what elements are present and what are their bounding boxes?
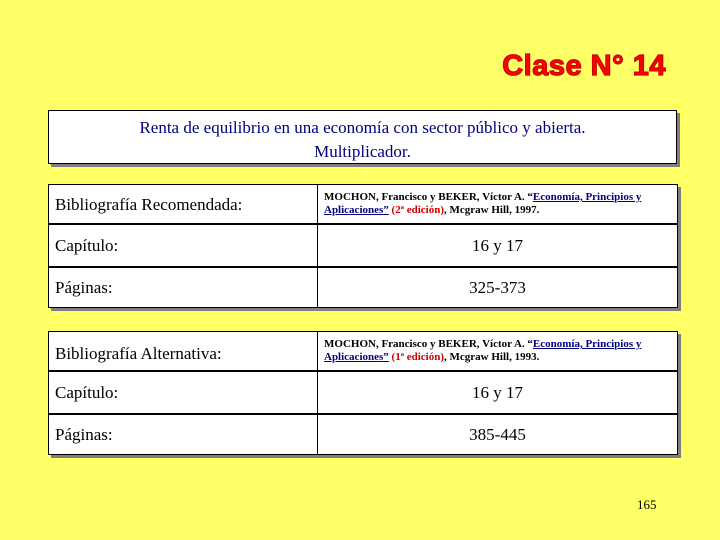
recommended-reference-row: [48, 184, 678, 224]
recommended-ref-authors: MOCHON, Francisco y BEKER, Víctor A. “: [324, 191, 533, 203]
alternative-reference-cell: [317, 332, 677, 370]
recommended-ref-edition: (2ª edición): [391, 204, 445, 216]
alternative-ref-title: Economía, Principios y Aplicaciones”: [324, 338, 642, 363]
alternative-pages-row: [48, 414, 678, 455]
alternative-label: Bibliografía Alternativa:: [55, 344, 222, 363]
slide-title: Clase N° 14: [502, 50, 666, 82]
recommended-chapter-cell: [317, 225, 677, 266]
recommended-chapter-label: Capítulo:: [55, 236, 119, 255]
alternative-chapter-row: [48, 371, 678, 414]
recommended-ref-tail: , Mcgraw Hill, 1997.: [444, 204, 540, 216]
alternative-chapter-label: Capítulo:: [55, 383, 119, 402]
alternative-pages-cell: [317, 415, 677, 454]
recommended-reference-cell: [317, 185, 677, 223]
recommended-label: Bibliografía Recomendada:: [55, 195, 243, 214]
recommended-pages-cell: [317, 268, 677, 307]
alternative-reference: [324, 338, 671, 364]
alternative-pages-value: 385-445: [469, 425, 526, 444]
recommended-chapter-value: 16 y 17: [472, 236, 523, 255]
page-number: 165: [637, 497, 657, 512]
recommended-ref-title: Economía, Principios y Aplicaciones”: [324, 191, 642, 216]
subject-line-2: Multiplicador.: [314, 142, 411, 161]
alternative-ref-tail: , Mcgraw Hill, 1993.: [444, 351, 540, 363]
alternative-chapter-cell: [317, 372, 677, 413]
alternative-chapter-value: 16 y 17: [472, 383, 523, 402]
recommended-reference: [324, 191, 671, 217]
recommended-pages-value: 325-373: [469, 278, 526, 297]
alternative-ref-edition: (1ª edición): [391, 351, 445, 363]
subject-box: [48, 110, 677, 164]
recommended-pages-label: Páginas:: [55, 278, 113, 297]
subject-line-1: Renta de equilibrio en una economía con sector público y abierta.: [139, 118, 586, 137]
recommended-pages-row: [48, 267, 678, 308]
recommended-chapter-row: [48, 224, 678, 267]
alternative-ref-authors: MOCHON, Francisco y BEKER, Víctor A. “: [324, 338, 533, 350]
alternative-reference-row: [48, 331, 678, 371]
alternative-pages-label: Páginas:: [55, 425, 113, 444]
